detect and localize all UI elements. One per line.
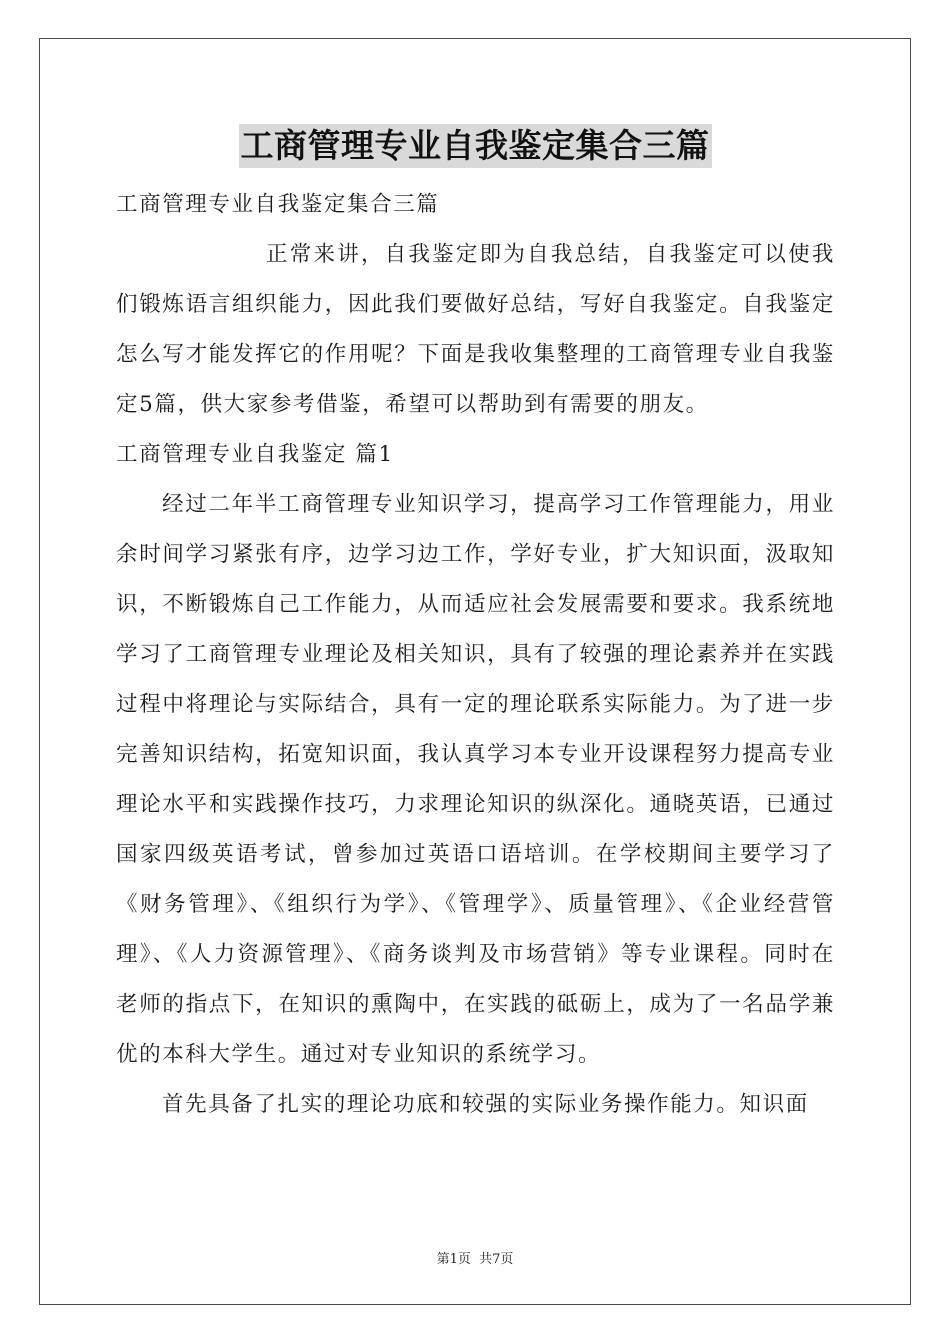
body-paragraph-2: 首先具备了扎实的理论功底和较强的实际业务操作能力。知识面 [162,1092,809,1117]
section-heading: 工商管理专业自我鉴定 篇1 [116,442,394,467]
document-subtitle: 工商管理专业自我鉴定集合三篇 [116,192,440,217]
page-footer [0,1248,950,1267]
page-number: 第1页 [436,1252,471,1267]
intro-paragraph: 正常来讲，自我鉴定即为自我总结，自我鉴定可以使我们锻炼语言组织能力，因此我们要做好总结，写好自我鉴定。自我鉴定怎么写才能发挥它的作用呢？下面是我收集整理的工商管理专业自我鉴定5篇，供大家参考借鉴，希望可以帮助到有需要的朋友。 [116,242,835,417]
document-body [116,180,835,1130]
title-wrap [0,124,950,168]
body-paragraph-1: 经过二年半工商管理专业知识学习，提高学习工作管理能力，用业余时间学习紧张有序，边学习边工作，学好专业，扩大知识面，汲取知识，不断锻炼自己工作能力，从而适应社会发展需要和要求。我系统地学习了工商管理专业理论及相关知识，具有了较强的理论素养并在实践过程中将理论与实际结合，具有一定的理论联系实际能力。为了进一步完善知识结构，拓宽知识面，我认真学习本专业开设课程努力提高专业理论水平和实践操作技巧，力求理论知识的纵深化。通晓英语，已通过国家四级英语考试，曾参加过英语口语培训。在学校期间主要学习了《财务管理》、《组织行为学》、《管理学》、质量管理》、《企业经营管理》、《人力资源管理》、《商务谈判及市场营销》等专业课程。同时在老师的指点下，在知识的熏陶中，在实践的砥砺上，成为了一名品学兼优的本科大学生。通过对专业知识的系统学习。 [116,492,835,1067]
document-title: 工商管理专业自我鉴定集合三篇 [239,124,712,168]
page-total: 共7页 [479,1252,514,1267]
